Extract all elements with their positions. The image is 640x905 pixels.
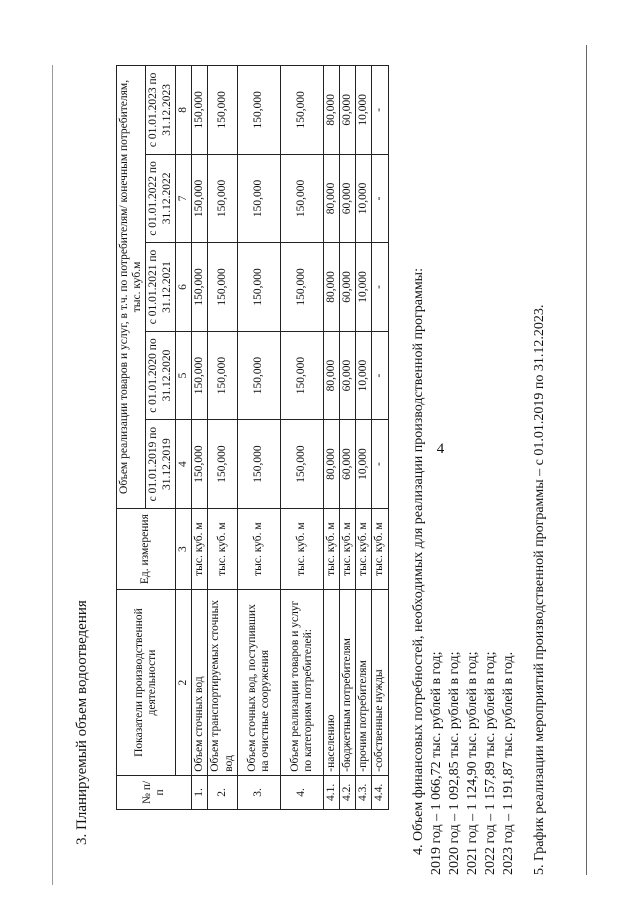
row-unit: тыс. куб. м bbox=[237, 508, 280, 589]
row-value: 150,000 bbox=[208, 331, 237, 420]
bottom-rule bbox=[52, 65, 53, 885]
row-no: 4.1. bbox=[323, 775, 339, 809]
row-value: 80,000 bbox=[323, 154, 339, 243]
row-no: 4. bbox=[280, 775, 323, 809]
row-no: 4.3. bbox=[356, 775, 372, 809]
row-value: 150,000 bbox=[208, 243, 237, 332]
table-header-row-1 bbox=[117, 66, 146, 810]
row-value: 150,000 bbox=[280, 420, 323, 509]
row-unit: тыс. куб. м bbox=[339, 508, 355, 589]
colnum: 5 bbox=[175, 331, 191, 420]
row-value: 150,000 bbox=[192, 420, 208, 509]
row-value: 150,000 bbox=[280, 243, 323, 332]
row-value: 80,000 bbox=[323, 331, 339, 420]
row-no: 1. bbox=[192, 775, 208, 809]
row-value: 150,000 bbox=[280, 154, 323, 243]
table-row bbox=[356, 66, 372, 810]
row-value: 150,000 bbox=[237, 66, 280, 155]
row-value: 150,000 bbox=[280, 66, 323, 155]
table-row bbox=[323, 66, 339, 810]
header-period: с 01.01.2021 по 31.12.2021 bbox=[146, 243, 175, 332]
finance-line: 2019 год – 1 066,72 тыс. рублей в год; bbox=[429, 651, 444, 875]
finance-section bbox=[410, 268, 518, 875]
row-unit: тыс. куб. м bbox=[280, 508, 323, 589]
row-value: 60,000 bbox=[339, 420, 355, 509]
table-row bbox=[339, 66, 355, 810]
top-rule bbox=[586, 45, 587, 875]
row-no: 4.4. bbox=[372, 775, 388, 809]
row-value: 150,000 bbox=[237, 154, 280, 243]
wastewater-table bbox=[116, 65, 389, 810]
colnum: 2 bbox=[175, 590, 191, 775]
header-indicator: Показатели производственной деятельности bbox=[117, 590, 176, 775]
row-unit: тыс. куб. м bbox=[372, 508, 388, 589]
row-value: 60,000 bbox=[339, 66, 355, 155]
row-value: 10,000 bbox=[356, 154, 372, 243]
row-no: 2. bbox=[208, 775, 237, 809]
row-unit: тыс. куб. м bbox=[208, 508, 237, 589]
row-name: Объем транспортируемых сточных вод bbox=[208, 590, 237, 775]
table-colnum-row bbox=[175, 66, 191, 810]
row-value: - bbox=[372, 331, 388, 420]
row-value: 80,000 bbox=[323, 66, 339, 155]
row-value: 150,000 bbox=[192, 331, 208, 420]
row-unit: тыс. куб. м bbox=[323, 508, 339, 589]
row-value: 150,000 bbox=[237, 331, 280, 420]
colnum: 8 bbox=[175, 66, 191, 155]
row-value: 150,000 bbox=[280, 331, 323, 420]
row-no: 4.2. bbox=[339, 775, 355, 809]
row-value: 150,000 bbox=[192, 66, 208, 155]
table-row bbox=[208, 66, 237, 810]
header-period: с 01.01.2020 по 31.12.2020 bbox=[146, 331, 175, 420]
row-value: 10,000 bbox=[356, 331, 372, 420]
page-number: 4 bbox=[436, 440, 445, 457]
row-name: Объем реализации товаров и услуг по категориям потребителей: bbox=[280, 590, 323, 775]
finance-line: 2023 год – 1 191,87 тыс. рублей в год. bbox=[501, 651, 516, 875]
finance-line: 2021 год – 1 124,90 тыс. рублей в год; bbox=[465, 651, 480, 875]
row-value: - bbox=[372, 243, 388, 332]
row-value: - bbox=[372, 66, 388, 155]
row-value: 10,000 bbox=[356, 243, 372, 332]
row-name: -собственные нужды bbox=[372, 590, 388, 775]
header-period: с 01.01.2022 по 31.12.2022 bbox=[146, 154, 175, 243]
table-row bbox=[192, 66, 208, 810]
row-value: 150,000 bbox=[192, 243, 208, 332]
row-value: 80,000 bbox=[323, 420, 339, 509]
header-group: Объем реализации товаров и услуг, в т.ч. по потребителям/ конечным потребителям, тыс. куб.м bbox=[117, 66, 146, 509]
colnum: 4 bbox=[175, 420, 191, 509]
finance-line: 2022 год – 1 157,89 тыс. рублей в год; bbox=[483, 651, 498, 875]
row-unit: тыс. куб. м bbox=[356, 508, 372, 589]
header-period: с 01.01.2023 по 31.12.2023 bbox=[146, 66, 175, 155]
row-value: 80,000 bbox=[323, 243, 339, 332]
row-value: 10,000 bbox=[356, 66, 372, 155]
row-value: 150,000 bbox=[237, 420, 280, 509]
table-row bbox=[372, 66, 388, 810]
row-name: -бюджетным потребителям bbox=[339, 590, 355, 775]
row-name: Объем сточных вод, поступивших на очистные сооружения bbox=[237, 590, 280, 775]
section-title: 3. Планируемый объем водоотведения bbox=[74, 600, 90, 845]
row-value: 60,000 bbox=[339, 154, 355, 243]
row-name: -населению bbox=[323, 590, 339, 775]
row-value: 150,000 bbox=[192, 154, 208, 243]
row-value: - bbox=[372, 154, 388, 243]
finance-line: 2020 год – 1 092,85 тыс. рублей в год; bbox=[447, 651, 462, 875]
row-value: 150,000 bbox=[208, 66, 237, 155]
row-value: 60,000 bbox=[339, 243, 355, 332]
colnum: 3 bbox=[175, 508, 191, 589]
row-no: 3. bbox=[237, 775, 280, 809]
row-value: 60,000 bbox=[339, 331, 355, 420]
row-name: -прочим потребителям bbox=[356, 590, 372, 775]
table-row bbox=[280, 66, 323, 810]
row-name: Объем сточных вод bbox=[192, 590, 208, 775]
colnum: 7 bbox=[175, 154, 191, 243]
table-row bbox=[237, 66, 280, 810]
header-no: № п/п bbox=[117, 775, 192, 809]
schedule-text: 5. График реализации мероприятий производственной программы – с 01.01.2019 по 31.12.2023. bbox=[532, 304, 547, 875]
colnum: 6 bbox=[175, 243, 191, 332]
row-value: 150,000 bbox=[208, 420, 237, 509]
header-period: с 01.01.2019 по 31.12.2019 bbox=[146, 420, 175, 509]
row-value: 150,000 bbox=[208, 154, 237, 243]
finance-heading: 4. Объем финансовых потребностей, необходимых для реализации производственной программы: bbox=[411, 268, 426, 855]
row-value: 150,000 bbox=[237, 243, 280, 332]
row-unit: тыс. куб. м bbox=[192, 508, 208, 589]
row-value: - bbox=[372, 420, 388, 509]
header-unit: Ед. измерения bbox=[117, 508, 176, 589]
row-value: 10,000 bbox=[356, 420, 372, 509]
